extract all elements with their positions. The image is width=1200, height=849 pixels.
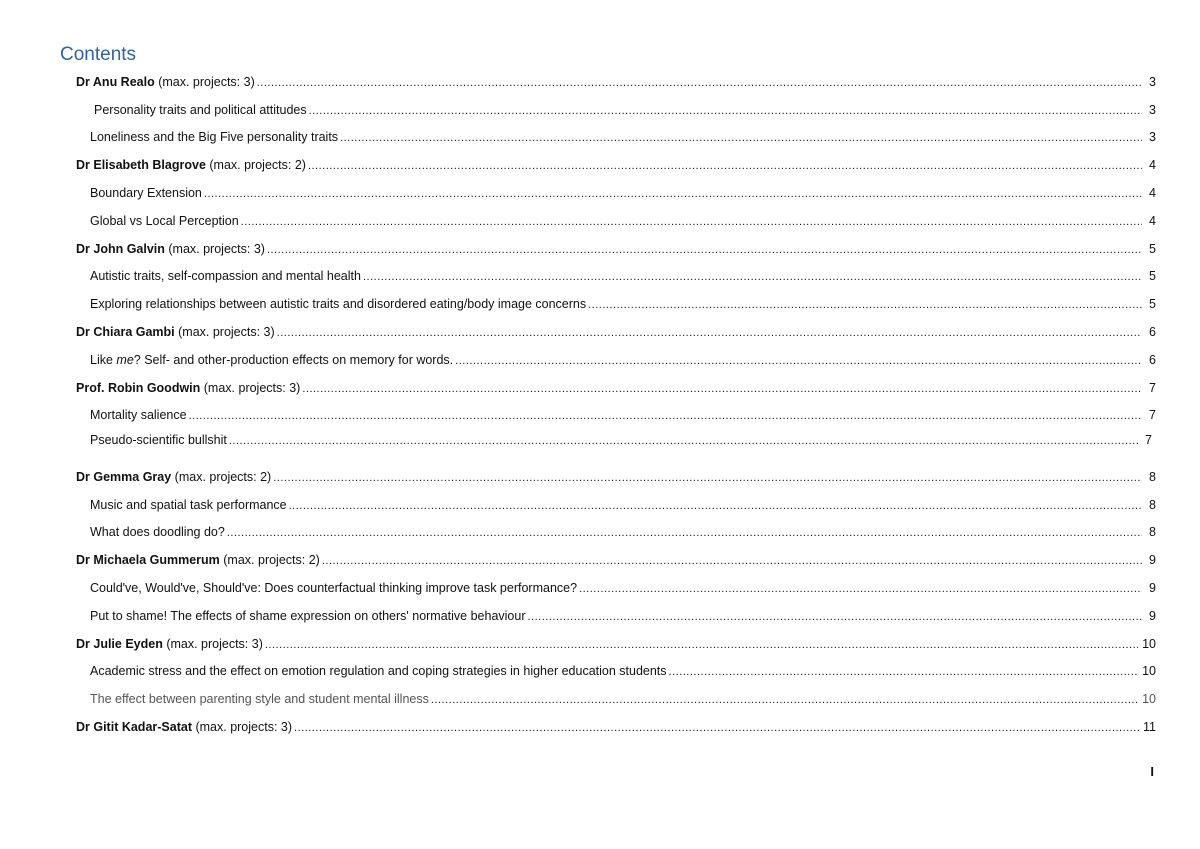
dot-leader <box>267 242 1142 258</box>
max-projects: (max. projects: 3) <box>162 637 263 651</box>
page-number: 9 <box>1149 553 1156 567</box>
toc-entry-supervisor[interactable] <box>76 469 1156 486</box>
dot-leader <box>189 408 1142 424</box>
dot-leader <box>302 381 1142 397</box>
project-title: The effect between parenting style and student mental illness <box>90 692 429 706</box>
page-number: 4 <box>1149 214 1156 228</box>
project-title: Exploring relationships between autistic traits and disordered eating/body image concerns <box>90 297 587 311</box>
dot-leader <box>257 75 1142 91</box>
toc-entry-project[interactable] <box>94 102 1156 119</box>
page-number: 9 <box>1149 581 1156 595</box>
page-number: 5 <box>1149 269 1156 283</box>
page-number: 3 <box>1149 130 1156 144</box>
page-number: 6 <box>1149 353 1156 367</box>
page-number: 7 <box>1149 381 1156 395</box>
max-projects: (max. projects: 3) <box>200 381 301 395</box>
toc-entry-project[interactable] <box>90 608 1156 625</box>
project-title: Music and spatial task performance <box>90 498 287 512</box>
dot-leader <box>579 581 1142 597</box>
toc-entry-supervisor[interactable] <box>76 324 1156 341</box>
page-number: 5 <box>1149 297 1156 311</box>
dot-leader <box>294 720 1139 736</box>
page-title: Contents <box>60 44 137 65</box>
dot-leader <box>204 186 1142 202</box>
supervisor-name: Dr Julie Eyden <box>76 637 163 651</box>
toc-entry-project[interactable] <box>90 296 1156 313</box>
toc-entry-supervisor[interactable] <box>76 719 1156 736</box>
page-number: 6 <box>1149 325 1156 339</box>
project-title: Pseudo-scientific bullshit <box>90 433 227 447</box>
dot-leader <box>363 269 1142 285</box>
max-projects: (max. projects: 2) <box>219 553 320 567</box>
page-number: 10 <box>1142 692 1156 706</box>
toc-entry-supervisor[interactable] <box>76 380 1156 397</box>
toc-entry-project[interactable] <box>90 352 1156 369</box>
project-title: Boundary Extension <box>90 186 202 200</box>
max-projects: (max. projects: 3) <box>192 720 293 734</box>
dot-leader <box>241 214 1142 230</box>
dot-leader <box>340 130 1142 146</box>
toc-entry-project[interactable] <box>90 407 1156 424</box>
supervisor-name: Dr Gemma Gray <box>76 470 172 484</box>
project-title: Academic stress and the effect on emotion regulation and coping strategies in higher education students <box>90 664 667 678</box>
toc-entry-project[interactable] <box>90 524 1156 541</box>
dot-leader <box>669 664 1139 680</box>
project-title: Autistic traits, self-compassion and mental health <box>90 269 361 283</box>
toc-entry-supervisor[interactable] <box>76 157 1156 174</box>
page-number: 5 <box>1149 242 1156 256</box>
project-title: Personality traits and political attitudes <box>94 103 307 117</box>
toc-entry-project[interactable] <box>90 691 1156 708</box>
dot-leader <box>273 470 1142 486</box>
supervisor-name: Dr John Galvin <box>76 242 165 256</box>
project-title: Could've, Would've, Should've: Does counterfactual thinking improve task performance? <box>90 581 578 595</box>
page-number: 4 <box>1149 186 1156 200</box>
project-title <box>90 352 453 368</box>
dot-leader <box>528 609 1143 625</box>
project-title: Put to shame! The effects of shame expression on others' normative behaviour <box>90 609 526 623</box>
max-projects: (max. projects: 3) <box>154 75 255 89</box>
page-number: 9 <box>1149 609 1156 623</box>
project-title-part: Like <box>90 353 117 367</box>
supervisor-name: Dr Chiara Gambi <box>76 325 175 339</box>
page-number: 8 <box>1149 498 1156 512</box>
supervisor-name: Dr Elisabeth Blagrove <box>76 158 206 172</box>
toc-entry-supervisor[interactable] <box>76 636 1156 653</box>
project-title: Loneliness and the Big Five personality traits <box>90 130 339 144</box>
dot-leader <box>322 553 1142 569</box>
page-number: 4 <box>1149 158 1156 172</box>
page-number: 7 <box>1145 433 1152 447</box>
project-title-emphasis: me <box>116 353 134 367</box>
project-title: Global vs Local Perception <box>90 214 239 228</box>
max-projects: (max. projects: 3) <box>164 242 265 256</box>
footer-page-number: I <box>1150 764 1154 779</box>
project-title: Mortality salience <box>90 408 187 422</box>
toc-entry-project[interactable] <box>90 129 1156 146</box>
dot-leader <box>229 433 1138 449</box>
page-number: 3 <box>1149 103 1156 117</box>
toc-entry-supervisor[interactable] <box>76 552 1156 569</box>
toc-entry-supervisor[interactable] <box>76 241 1156 258</box>
dot-leader <box>265 637 1138 653</box>
dot-leader <box>431 692 1138 708</box>
page-number: 3 <box>1149 75 1156 89</box>
toc-entry-project[interactable] <box>90 663 1156 680</box>
dot-leader <box>455 353 1142 369</box>
toc-entry-project[interactable] <box>90 432 1152 449</box>
dot-leader <box>277 325 1142 341</box>
project-title: What does doodling do? <box>90 525 225 539</box>
dot-leader <box>309 103 1142 119</box>
supervisor-name: Dr Gitit Kadar-Satat <box>76 720 192 734</box>
dot-leader <box>588 297 1142 313</box>
page-number: 10 <box>1142 637 1156 651</box>
page-number: 8 <box>1149 470 1156 484</box>
dot-leader <box>289 498 1142 514</box>
page-number: 11 <box>1143 720 1156 734</box>
supervisor-name: Dr Anu Realo <box>76 75 155 89</box>
supervisor-name: Prof. Robin Goodwin <box>76 381 201 395</box>
max-projects: (max. projects: 2) <box>171 470 272 484</box>
max-projects: (max. projects: 3) <box>174 325 275 339</box>
toc-entry-supervisor[interactable] <box>76 74 1156 91</box>
toc-entry-project[interactable] <box>90 213 1156 230</box>
supervisor-name: Dr Michaela Gummerum <box>76 553 220 567</box>
page-number: 8 <box>1149 525 1156 539</box>
page-number: 7 <box>1149 408 1156 422</box>
toc-entry-project[interactable] <box>90 185 1156 202</box>
toc-entry-project[interactable] <box>90 497 1156 514</box>
project-title-part: ? Self- and other-production effects on memory for words. <box>133 353 454 367</box>
dot-leader <box>308 158 1142 174</box>
toc-entry-project[interactable] <box>90 268 1156 285</box>
max-projects: (max. projects: 2) <box>205 158 306 172</box>
page-number: 10 <box>1142 664 1156 678</box>
dot-leader <box>227 525 1142 541</box>
toc-entry-project[interactable] <box>90 580 1156 597</box>
